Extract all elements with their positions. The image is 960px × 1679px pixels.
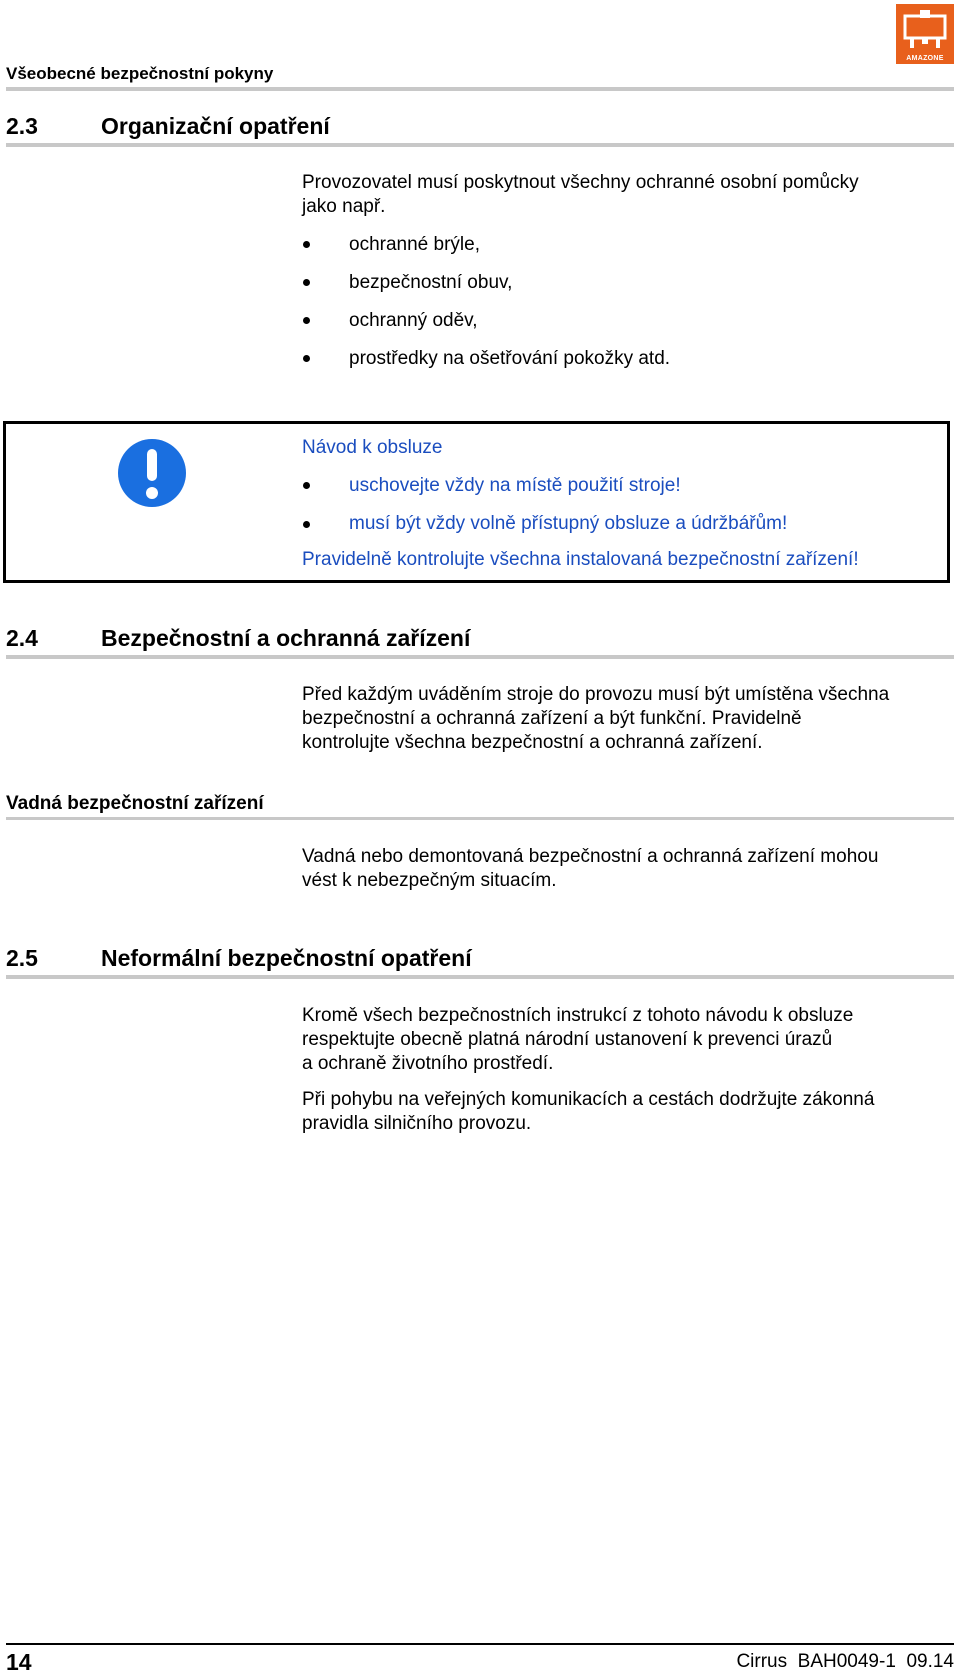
notice-list-item: musí být vždy volně přístupný obsluze a údržbářům! xyxy=(349,513,788,534)
section-2-3-number: 2.3 xyxy=(6,113,38,139)
bullet-dot xyxy=(303,279,310,286)
section-2-5-para1-line-1: Kromě všech bezpečnostních instrukcí z tohoto návodu k obsluze xyxy=(302,1005,854,1026)
section-2-5-para1-line-3: a ochraně životního prostředí. xyxy=(302,1053,554,1074)
notice-footer-text: Pravidelně kontrolujte všechna instalovaná bezpečnostní zařízení! xyxy=(302,549,859,570)
bullet-dot xyxy=(303,241,310,248)
section-2-4-line-1: Před každým uváděním stroje do provozu musí být umístěna všechna xyxy=(302,684,890,705)
bullet-dot xyxy=(303,355,310,362)
section-2-4-line-3: kontrolujte všechna bezpečnostní a ochranná zařízení. xyxy=(302,732,763,753)
bullet-dot xyxy=(303,482,310,489)
section-2-4-rule xyxy=(6,655,954,659)
list-item: bezpečnostní obuv, xyxy=(349,272,513,293)
section-2-3-intro-line-1: Provozovatel musí poskytnout všechny ochranné osobní pomůcky xyxy=(302,172,859,193)
bullet-dot xyxy=(303,317,310,324)
running-header-title: Všeobecné bezpečnostní pokyny xyxy=(6,64,274,83)
list-item: ochranný oděv, xyxy=(349,310,478,331)
section-2-5-para2-line-1: Při pohybu na veřejných komunikacích a cestách dodržujte zákonná xyxy=(302,1089,875,1110)
section-2-3-title: Organizační opatření xyxy=(101,113,330,139)
section-2-5-rule xyxy=(6,975,954,979)
section-2-5-para1-line-2: respektujte obecně platná národní ustanovení k prevenci úrazů xyxy=(302,1029,833,1050)
notice-list-item: uschovejte vždy na místě použití stroje! xyxy=(349,475,681,496)
notice-heading: Návod k obsluze xyxy=(302,437,443,458)
subsection-faulty-rule xyxy=(6,817,954,820)
amazone-logo xyxy=(896,4,954,64)
logo-wordmark: AMAZONE xyxy=(906,55,944,62)
logo-emblem-icon xyxy=(896,4,954,54)
section-2-5-para2-line-2: pravidla silničního provozu. xyxy=(302,1113,532,1134)
section-2-4-title: Bezpečnostní a ochranná zařízení xyxy=(101,625,471,651)
header-rule xyxy=(6,87,954,91)
section-2-5-number: 2.5 xyxy=(6,945,38,971)
section-2-4-number: 2.4 xyxy=(6,625,38,651)
section-2-4-line-2: bezpečnostní a ochranná zařízení a být funkční. Pravidelně xyxy=(302,708,802,729)
list-item: ochranné brýle, xyxy=(349,234,480,255)
page-number: 14 xyxy=(6,1649,32,1675)
subsection-faulty-line-1: Vadná nebo demontovaná bezpečnostní a ochranná zařízení mohou xyxy=(302,846,879,867)
document-id-text: Cirrus BAH0049-1 09.14 xyxy=(736,1651,954,1672)
section-2-5-title: Neformální bezpečnostní opatření xyxy=(101,945,472,971)
subsection-faulty-line-2: vést k nebezpečným situacím. xyxy=(302,870,557,891)
list-item: prostředky na ošetřování pokožky atd. xyxy=(349,348,671,369)
section-2-3-intro-line-2: jako např. xyxy=(302,196,386,217)
subsection-faulty-title: Vadná bezpečnostní zařízení xyxy=(6,793,264,814)
document-id xyxy=(736,1651,954,1673)
section-2-3-rule xyxy=(6,143,954,147)
bullet-dot xyxy=(303,521,310,528)
exclamation-info-icon xyxy=(117,438,187,508)
footer-rule xyxy=(6,1643,954,1645)
